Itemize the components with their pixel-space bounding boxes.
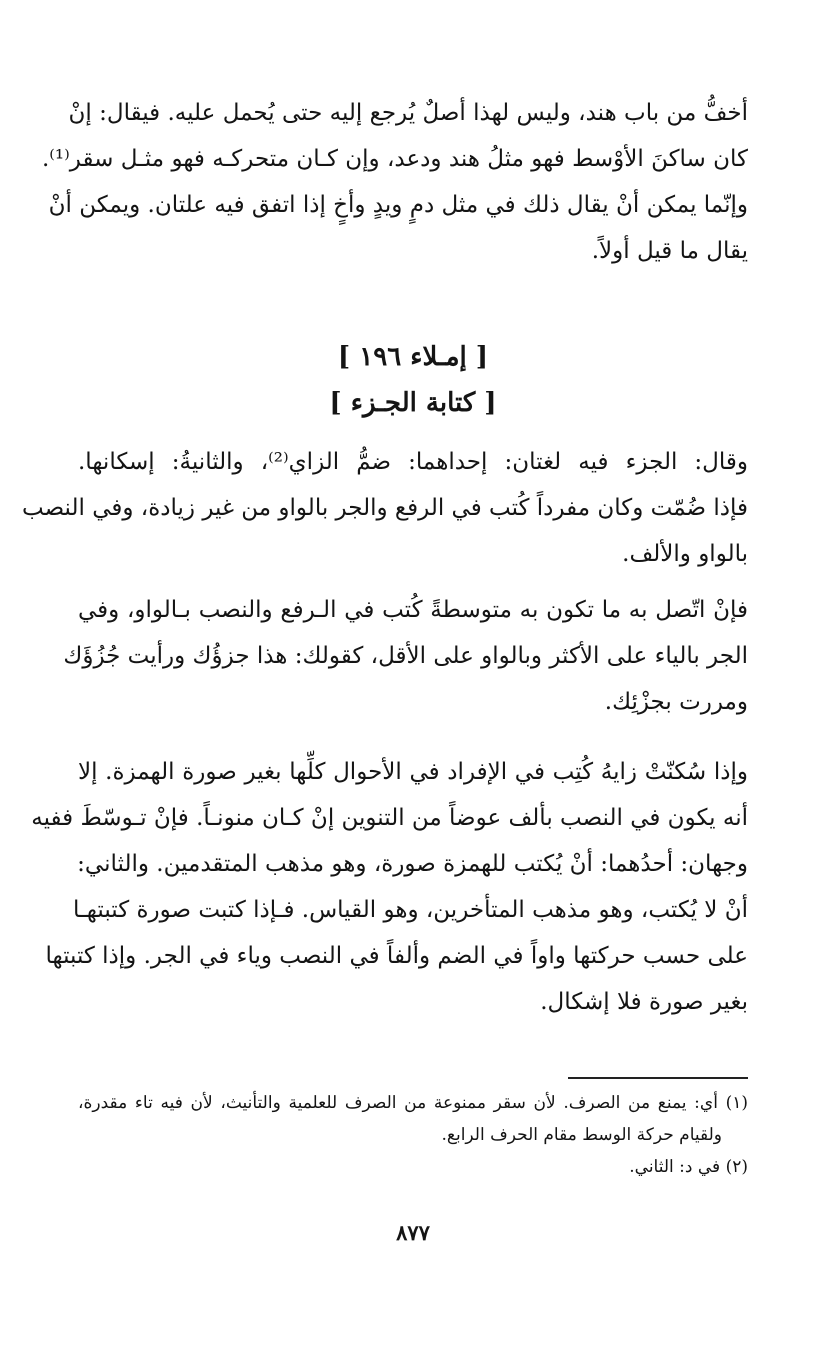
text-line: أخفُّ من باب هند، وليس لهذا أصلٌ يُرجع إليه حتى يُحمل عليه. فيقال: إنْ — [68, 100, 748, 126]
section-subheading: [ كتابة الجـزء ] — [329, 388, 497, 418]
text-line: بالواو والألف. — [622, 541, 748, 567]
paragraph-2 — [22, 439, 748, 577]
footnote-1-continuation: ولقيام حركة الوسط مقام الحرف الرابع. — [441, 1125, 722, 1145]
text-line: يقال ما قيل أولاً. — [591, 238, 748, 264]
section-heading: [ إمـلاء ١٩٦ ] — [337, 342, 489, 372]
footnotes — [78, 1087, 748, 1183]
text-line: أنْ لا يُكتب، وهو مذهب المتأخرين، وهو القياس. فـإذا كتبت صورة كتبتهـا — [73, 897, 748, 923]
text-line: الجر بالياء على الأكثر وبالواو على الأقل، كقولك: هذا جزؤُك ورأيت جُزُؤَك — [63, 643, 748, 669]
footnote-2: (٢) في د: الثاني. — [629, 1157, 748, 1177]
paragraph-4 — [31, 749, 748, 1025]
paragraph-1 — [41, 90, 748, 274]
text-line: على حسب حركتها واواً في الضم وألفاً في النصب وياء في الجر. وإذا كتبتها — [45, 943, 748, 969]
text-line: ومررت بجزْئِك. — [604, 689, 748, 715]
text-line: كان ساكنَ الأوْسط فهو مثلُ هند ودعد، وإن كـان متحركـه فهو مثـل سقر⁽¹⁾. — [41, 146, 748, 172]
text-line: أنه يكون في النصب بألف عوضاً من التنوين إنْ كـان منونـاً. فإنْ تـوسّطَ ففيه — [31, 805, 748, 831]
text-line: فإنْ اتّصل به ما تكون به متوسطةً كُتب في الـرفع والنصب بـالواو، وفي — [78, 597, 748, 623]
footnote-divider — [568, 1077, 748, 1079]
paragraph-3 — [63, 587, 748, 725]
text-line: فإذا ضُمّت وكان مفرداً كُتب في الرفع والجر بالواو من غير زيادة، وفي النصب — [22, 495, 748, 521]
page-number: ٨٧٧ — [396, 1220, 430, 1245]
text-line: وجهان: أحدُهما: أنْ يُكتب للهمزة صورة، وهو مذهب المتقدمين. والثاني: — [77, 851, 748, 877]
text-line: وإنّما يمكن أنْ يقال ذلك في مثل دمٍ ويدٍ وأخٍ إذا اتفق فيه علتان. ويمكن أنْ — [48, 192, 748, 218]
text-line: وقال: الجزء فيه لغتان: إحداهما: ضمُّ الزاي⁽²⁾، والثانيةُ: إسكانها. — [78, 449, 748, 475]
text-line: وإذا سُكنّتْ زايهُ كُتِب في الإفراد في الأحوال كلِّها بغير صورة الهمزة. إلا — [78, 759, 748, 785]
text-line: بغير صورة فلا إشكال. — [540, 989, 748, 1015]
footnote-1: (١) أي: يمنع من الصرف. لأن سقر ممنوعة من الصرف للعلمية والتأنيث، لأن فيه تاء مقدرة، — [78, 1093, 748, 1113]
